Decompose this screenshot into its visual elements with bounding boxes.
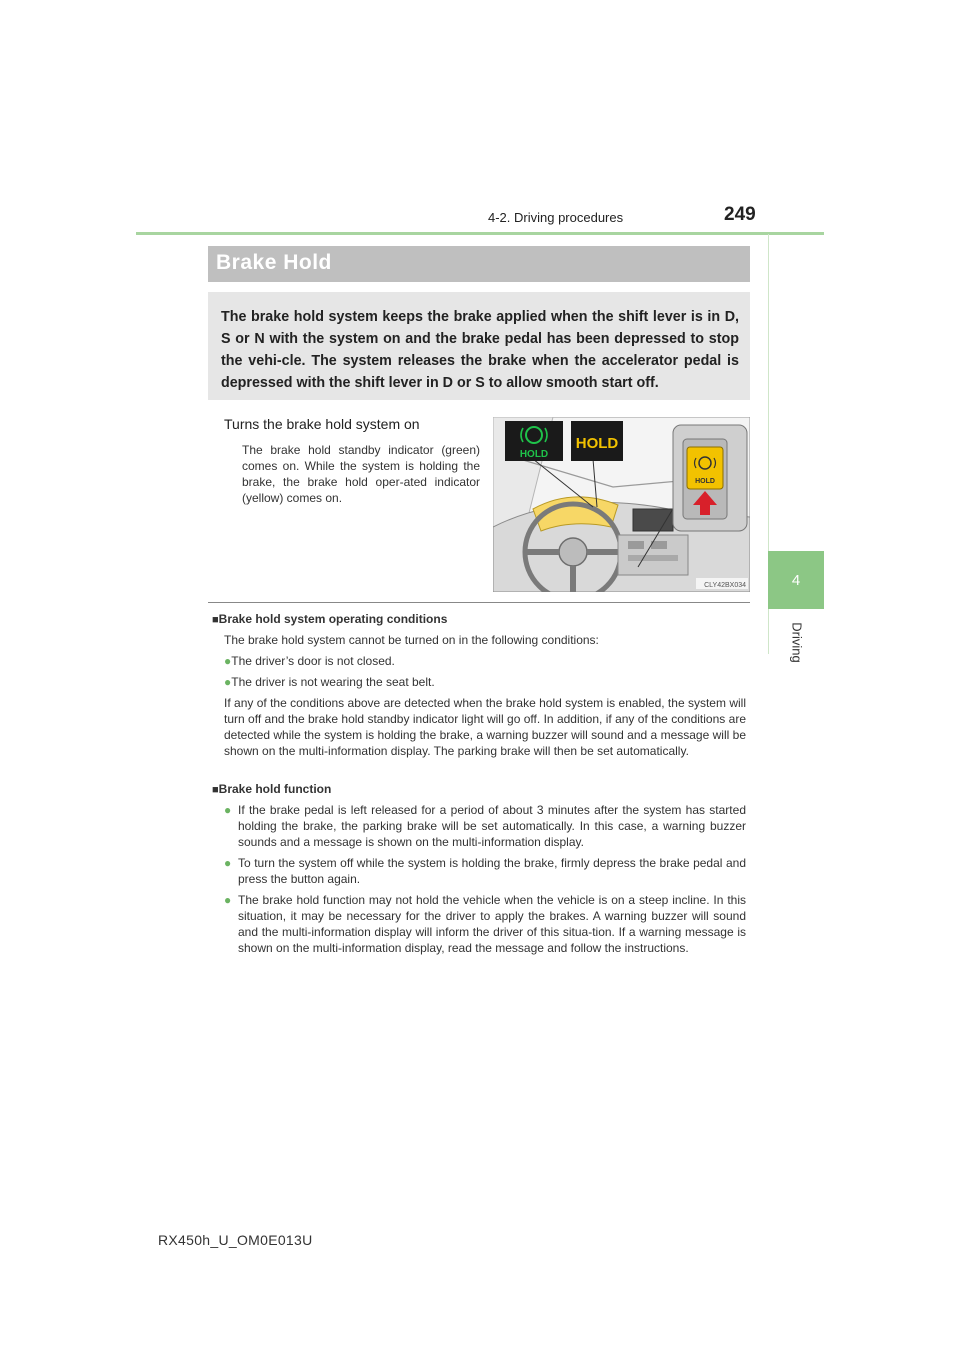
dashboard-illustration <box>493 417 750 592</box>
standby-indicator-label: HOLD <box>519 449 549 460</box>
chapter-tab <box>768 551 824 609</box>
list-item: ●The driver is not wearing the seat belt. <box>224 675 435 689</box>
operating-conditions-paragraph: If any of the conditions above are detected when the brake hold system is enabled, the system will turn off and the brake hold standby indicator light will go off. In addition, if any of the conditions are detected while the system is holding the brake, a warning buzzer will sound and a message will be shown on the multi-information display. The parking brake will then be set automatically. <box>224 696 746 758</box>
list-item: ●The driver’s door is not closed. <box>224 654 395 668</box>
intro-text: The brake hold system keeps the brake applied when the shift lever is in D, S or N with the system on and the brake pedal has been depressed to stop the vehi-cle. The system releases the brake when the accelerator pedal is depressed with the shift lever in D or S to allow smooth start off. <box>221 309 739 391</box>
section-heading: Brake Hold <box>216 251 332 274</box>
intro-box <box>208 292 750 400</box>
brake-hold-function-heading: ■Brake hold function <box>212 782 332 796</box>
bullet-icon: ● <box>224 893 232 907</box>
bullet-icon: ● <box>224 856 232 870</box>
list-item: ● To turn the system off while the system is holding the brake, firmly depress the brake pedal and press the button again. <box>224 856 746 886</box>
operating-conditions-heading: ■Brake hold system operating conditions <box>212 612 448 626</box>
chapter-number: 4 <box>791 571 801 589</box>
header-rule <box>136 232 824 235</box>
operated-indicator-label: HOLD <box>575 435 619 452</box>
hold-button-label: HOLD <box>695 478 715 485</box>
document-code: RX450h_U_OM0E013U <box>158 1232 313 1248</box>
step-description: The brake hold standby indicator (green) comes on. While the system is holding the brake, the brake hold oper-ated indicator (yellow) comes on. <box>242 443 480 505</box>
separator-rule <box>208 602 750 603</box>
operating-conditions-intro: The brake hold system cannot be turned on in the following conditions: <box>224 633 599 647</box>
step-title: Turns the brake hold system on <box>224 416 420 432</box>
bullet-icon: ● <box>224 803 232 817</box>
illustration-code: CLY42BX034 <box>704 582 746 589</box>
list-item: ● If the brake pedal is left released for a period of about 3 minutes after the system has started holding the brake, the parking brake will be set automatically. In this case, a warning buzzer sounds and a message is shown on the multi-information display. <box>224 803 746 849</box>
bullet-icon: ● <box>224 654 232 668</box>
bullet-icon: ● <box>224 675 232 689</box>
section-heading-bar <box>208 246 750 282</box>
list-item: ● The brake hold function may not hold the vehicle when the vehicle is on a steep incline. In this situation, it may be necessary for the driver to apply the brakes. A warning buzzer will sound and the multi-information display will inform the driver of this situa-tion. If a warning message is shown on the multi-information display, read the message and follow the instructions. <box>224 893 746 955</box>
page-number: 249 <box>724 204 756 225</box>
chapter-label: Driving <box>789 621 805 663</box>
section-title: 4-2. Driving procedures <box>488 210 624 225</box>
